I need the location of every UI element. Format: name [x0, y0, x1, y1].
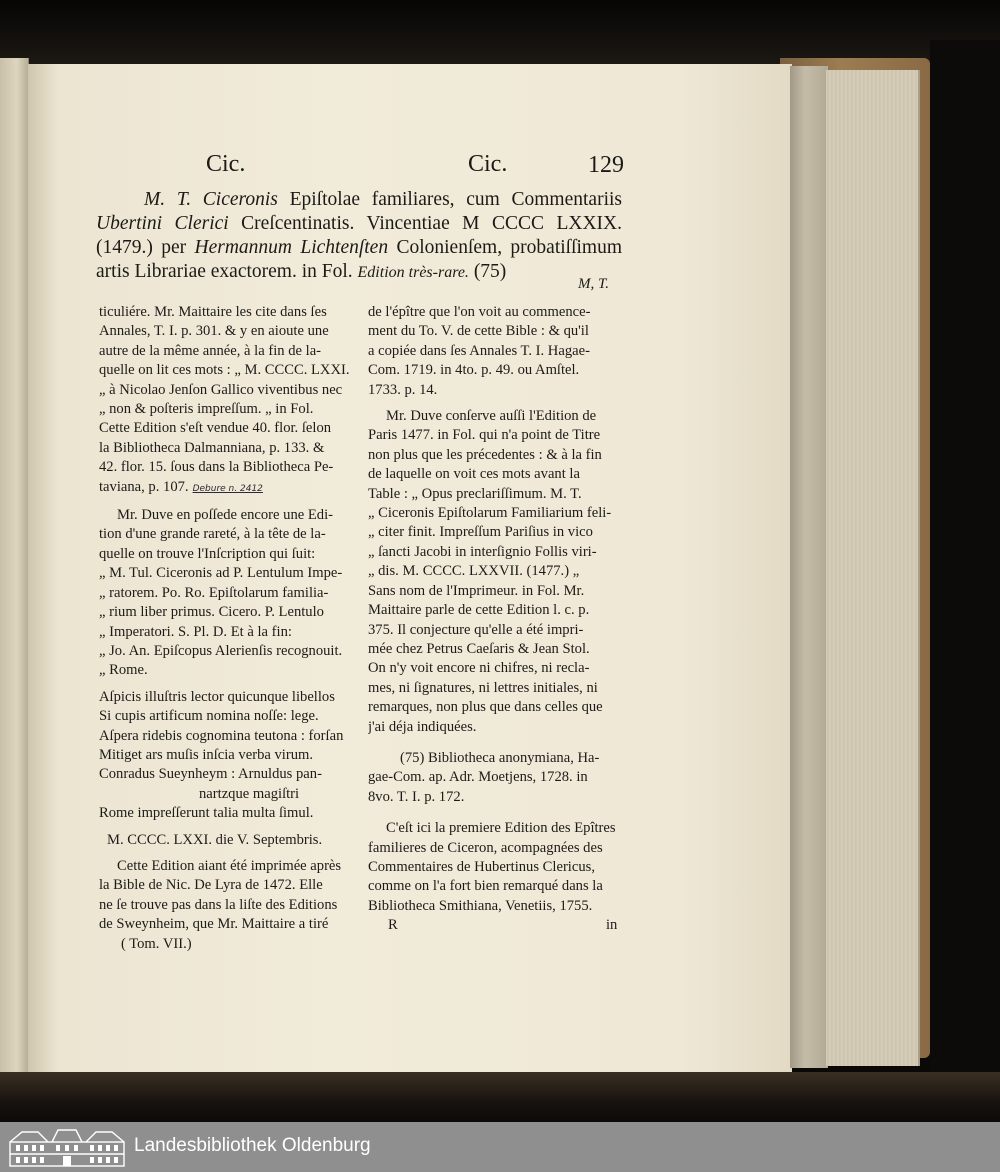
signature-letter: R	[388, 917, 398, 934]
library-building-logo-icon	[8, 1126, 126, 1168]
right-line: Com. 1719. in 4to. p. 49. ou Amſtel.	[368, 362, 580, 379]
right-line: familieres de Ciceron, acompagnées des	[368, 839, 603, 856]
right-line: „ Ciceronis Epiſtolarum Familiarium feli-	[368, 505, 612, 522]
right-line: Table : „ Opus preclariſſimum. M. T.	[368, 485, 582, 502]
footer-bar	[0, 1122, 1000, 1172]
left-line: „ M. Tul. Ciceronis ad P. Lentulum Impe-	[99, 565, 343, 582]
footnote-line: gae-Com. ap. Adr. Moetjens, 1728. in	[368, 769, 588, 786]
right-line: Maittaire parle de cette Edition l. c. p.	[368, 602, 590, 619]
right-line: C'eſt ici la premiere Edition des Epîtres	[386, 820, 616, 837]
poem-line: nartzque magiſtri	[199, 785, 300, 802]
signature-catchword-line	[368, 916, 622, 935]
right-line: de l'épître que l'on voit au commence-	[368, 304, 591, 320]
left-line: „ non & poſteris impreſſum. „ in Fol.	[99, 401, 314, 418]
left-line-with-note	[99, 478, 353, 499]
left-line: „ rium liber primus. Cicero. P. Lentulo	[99, 604, 324, 621]
handwritten-annotation: Debure n. 2412	[192, 483, 263, 494]
page-stack-edge	[826, 70, 920, 1066]
footnote-line: (75) Bibliotheca anonymiana, Ha-	[400, 749, 600, 766]
left-page-edge	[0, 58, 29, 1078]
entry-text-1: Epiſtolae familiares, cum Commentariis	[277, 189, 622, 210]
poem-line: Conradus Sueynheym : Arnuldus pan-	[99, 766, 322, 783]
left-line: taviana, p. 107.	[99, 478, 189, 495]
left-line: quelle on trouve l'Inſcription qui ſuit:	[99, 545, 316, 562]
poem-line: Mitiget ars muſis inſcia verba virum.	[99, 746, 313, 763]
left-line: ne ſe trouve pas dans la liſte des Editions	[99, 896, 338, 913]
right-line: „ dis. M. CCCC. LXXVII. (1477.) „	[368, 563, 580, 580]
bibliographic-entry-title	[96, 188, 622, 285]
right-line: 375. Il conjecture qu'elle a été impri-	[368, 621, 584, 638]
right-line: ment du To. V. de cette Bible : & qu'il	[368, 323, 589, 340]
footnote-ref: (75)	[468, 261, 507, 282]
author-name: M. T. Ciceronis	[144, 189, 278, 210]
signature-mark: ( Tom. VII.)	[121, 935, 192, 952]
poem-line: Aſpera ridebis cognomina teutona : forſan	[99, 727, 344, 744]
left-line: „ ratorem. Po. Ro. Epiſtolarum familia-	[99, 584, 329, 601]
right-line: On n'y voit encore ni chifres, ni recla-	[368, 660, 590, 677]
left-line: 42. flor. 15. ſous dans la Bibliotheca Pe-	[99, 459, 334, 476]
left-line: „ à Nicolao Jenſon Gallico viventibus nec	[99, 381, 343, 398]
running-head-left: Cic.	[206, 151, 246, 177]
background-bottom	[0, 1072, 1000, 1124]
right-line: j'ai déja indiquées.	[368, 718, 477, 735]
right-line: Bibliotheca Smithiana, Venetiis, 1755.	[368, 897, 593, 914]
commentator-name: Ubertini Clerici	[96, 213, 229, 234]
printer-name: Hermannum Lichtenſten	[194, 237, 389, 258]
date-line: M. CCCC. LXXI. die V. Septembris.	[107, 831, 323, 848]
page-fore-edge	[790, 66, 828, 1068]
left-line: „ Jo. An. Epiſcopus Alerienſis recognouit.	[99, 642, 343, 659]
running-head-center: Cic.	[468, 151, 508, 177]
left-line: la Bible de Nic. De Lyra de 1472. Elle	[99, 877, 323, 894]
right-line: Mr. Duve conſerve auſſi l'Edition de	[386, 408, 597, 425]
right-line: non plus que les précedentes : & à la fin	[368, 446, 602, 463]
right-line: Commentaires de Hubertinus Clericus,	[368, 858, 595, 875]
right-line: remarques, non plus que dans celles que	[368, 699, 603, 716]
right-line: mes, ni ſignatures, ni lettres initiales, ni	[368, 679, 598, 696]
left-line: autre de la même année, à la fin de la-	[99, 342, 322, 359]
right-line: „ citer finit. Impreſſum Pariſius in vico	[368, 524, 593, 541]
entry-text-2: Creſcentinatis. Vincentiae M CCCC LXXIX. (1479.) per	[96, 213, 622, 258]
left-line: „ Rome.	[99, 662, 148, 679]
poem-line: Rome impreſſerunt talia multa ſimul.	[99, 805, 314, 822]
page-number: 129	[588, 152, 624, 178]
right-line: Sans nom de l'Imprimeur. in Fol. Mr.	[368, 582, 585, 599]
entry-text-3: Colonienſem, probatiſſimum artis Librariae exactorem. in Fol.	[96, 237, 623, 282]
left-line: tion d'une grande rareté, à la tête de la-	[99, 526, 326, 543]
left-line: quelle on lit ces mots : „ M. CCCC. LXXI.	[99, 362, 350, 379]
left-line: Cette Edition s'eſt vendue 40. flor. ſelon	[99, 420, 332, 437]
left-text-column	[99, 303, 353, 954]
right-line: de laquelle on voit ces mots avant la	[368, 466, 580, 483]
right-line: mée chez Petrus Caeſaris & Jean Stol.	[368, 640, 590, 657]
right-line: comme on l'a fort bien remarqué dans la	[368, 878, 603, 895]
poem-line: Si cupis artificum nomina noſſe: lege.	[99, 708, 319, 725]
left-line: „ Imperatori. S. Pl. D. Et à la fin:	[99, 623, 292, 640]
left-line: Mr. Duve en poſſede encore une Edi-	[117, 507, 333, 524]
left-line: Annales, T. I. p. 301. & y en aioute une	[99, 323, 329, 340]
right-line: „ ſancti Jacobi in interſignio Follis viri-	[368, 543, 597, 560]
right-text-column	[368, 303, 622, 935]
edition-note: Edition très-rare.	[357, 264, 469, 281]
footnote-line: 8vo. T. I. p. 172.	[368, 788, 465, 805]
left-line: ticuliére. Mr. Maittaire les cite dans ſes	[99, 304, 327, 320]
poem-line: Aſpicis illuſtris lector quicunque libellos	[99, 688, 335, 705]
left-line: Cette Edition aiant été imprimée après	[117, 857, 342, 874]
right-line: 1733. p. 14.	[368, 381, 438, 398]
right-line: a copiée dans ſes Annales T. I. Hagae-	[368, 342, 590, 359]
left-line: de Sweynheim, que Mr. Maittaire a tiré	[99, 916, 329, 933]
catchword-top: M, T.	[578, 276, 609, 292]
background-right	[930, 40, 1000, 1120]
catchword: in	[606, 917, 618, 934]
right-line: Paris 1477. in Fol. qui n'a point de Titre	[368, 427, 601, 444]
library-name: Landesbibliothek Oldenburg	[134, 1135, 371, 1156]
left-line: la Bibliotheca Dalmanniana, p. 133. &	[99, 439, 325, 456]
